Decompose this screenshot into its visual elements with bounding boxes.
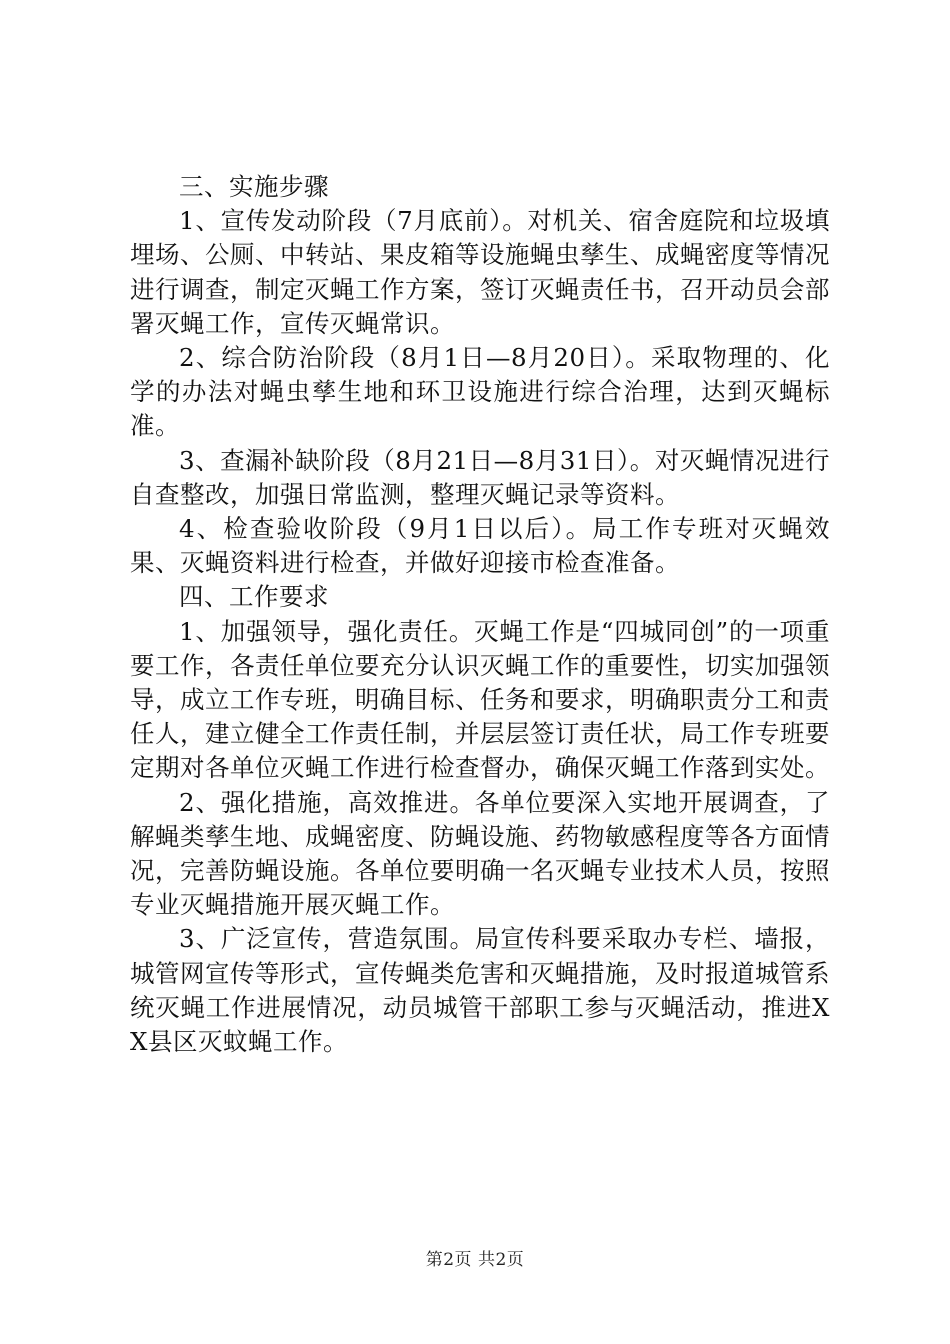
- section-heading-requirements: 四、工作要求: [179, 582, 329, 612]
- paragraph-step-1: 1、宣传发动阶段（7月底前）。对机关、宿舍庭院和垃圾填埋场、公厕、中转站、果皮箱等设施蝇虫孳生、成蝇密度等情况进行调查，制定灭蝇工作方案，签订灭蝇责任书，召开动员会部署灭蝇工作，宣传灭蝇常识。: [130, 206, 830, 338]
- page-footer: 第2页 共2页: [425, 1250, 525, 1270]
- paragraph-step-2: 2、综合防治阶段（8月1日—8月20日）。采取物理的、化学的办法对蝇虫孳生地和环卫设施进行综合治理，达到灭蝇标准。: [130, 343, 830, 441]
- paragraph-step-3: 3、查漏补缺阶段（8月21日—8月31日）。对灭蝇情况进行自查整改，加强日常监测，整理灭蝇记录等资料。: [130, 445, 830, 509]
- paragraph-requirement-3: 3、广泛宣传，营造氛围。局宣传科要采取办专栏、墙报，城管网宣传等形式，宣传蝇类危害和灭蝇措施，及时报道城管系统灭蝇工作进展情况，动员城管干部职工参与灭蝇活动，推进XX县区灭蚊蝇工作。: [130, 924, 830, 1057]
- paragraph-requirement-1: 1、加强领导，强化责任。灭蝇工作是“四城同创”的一项重要工作，各责任单位要充分认识灭蝇工作的重要性，切实加强领导，成立工作专班，明确目标、任务和要求，明确职责分工和责任人，建立健全工作责任制，并层层签订责任状，局工作专班要定期对各单位灭蝇工作进行检查督办，确保灭蝇工作落到实处。: [130, 616, 830, 783]
- section-heading-steps: 三、实施步骤: [179, 172, 329, 201]
- paragraph-requirement-2: 2、强化措施，高效推进。各单位要深入实地开展调查，了解蝇类孳生地、成蝇密度、防蝇设施、药物敏感程度等各方面情况，完善防蝇设施。各单位要明确一名灭蝇专业技术人员，按照专业灭蝇措施开展灭蝇工作。: [130, 787, 830, 920]
- document-body: [130, 170, 830, 1059]
- paragraph-step-4: 4、检查验收阶段（9月1日以后）。局工作专班对灭蝇效果、灭蝇资料进行检查，并做好迎接市检查准备。: [130, 514, 830, 578]
